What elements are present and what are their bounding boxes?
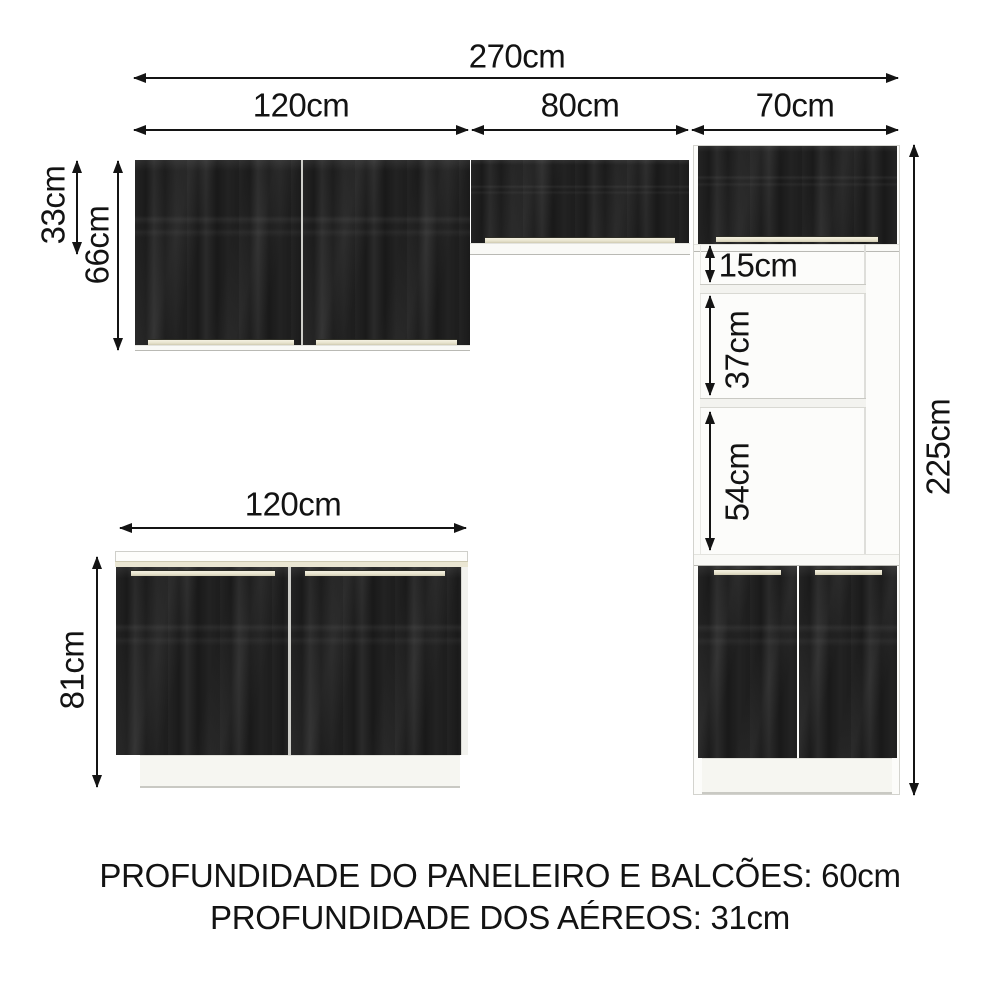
footer-depth-line-2: PROFUNDIDADE DOS AÉREOS: 31cm <box>210 899 790 936</box>
arrowhead-down-icon <box>909 783 919 796</box>
dim-arrow-segment-right <box>692 129 898 131</box>
arrowhead-right-icon <box>676 125 689 135</box>
wall-cabinet-left-door-left <box>135 160 301 345</box>
dim-label-segment-right: 70cm <box>755 86 835 124</box>
tall-cabinet-bottom-door-right <box>799 566 897 758</box>
base-cabinet-handle-left <box>131 570 275 576</box>
wall-cabinet-middle-bottom-board <box>470 243 690 255</box>
arrowhead-left-icon <box>133 125 146 135</box>
tall-cabinet-plinth <box>702 758 892 794</box>
wall-cabinet-left <box>135 160 470 351</box>
dim-arrow-wall-left-height <box>117 161 119 350</box>
arrowhead-down-icon <box>92 775 102 788</box>
arrowhead-up-icon <box>92 556 102 569</box>
arrowhead-right-icon <box>456 125 469 135</box>
arrowhead-down-icon <box>705 538 715 551</box>
dim-label-total-width: 270cm <box>468 37 566 75</box>
arrowhead-up-icon <box>72 160 82 173</box>
dim-label-base-height: 81cm <box>53 630 91 710</box>
arrowhead-up-icon <box>909 144 919 157</box>
tall-cabinet-top-door <box>698 146 897 244</box>
dim-arrow-total-width <box>134 77 898 79</box>
arrowhead-left-icon <box>133 73 146 83</box>
dim-arrow-niche-bottom <box>709 412 711 550</box>
arrowhead-left-icon <box>119 523 132 533</box>
dim-arrow-niche-middle <box>709 296 711 395</box>
arrowhead-up-icon <box>705 245 715 258</box>
dim-arrow-segment-left <box>134 129 468 131</box>
dim-label-niche-middle: 37cm <box>718 310 756 390</box>
arrowhead-up-icon <box>705 295 715 308</box>
dim-label-niche-top: 15cm <box>718 246 798 284</box>
dim-arrow-total-height <box>913 145 915 795</box>
dim-label-total-height: 225cm <box>919 398 957 496</box>
arrowhead-down-icon <box>113 338 123 351</box>
footer-depth-line-1: PROFUNDIDADE DO PANELEIRO E BALCÕES: 60cm <box>99 857 901 894</box>
base-cabinet <box>115 551 468 788</box>
wall-cabinet-middle <box>470 160 690 255</box>
arrowhead-up-icon <box>113 160 123 173</box>
arrowhead-down-icon <box>705 270 715 283</box>
arrowhead-right-icon <box>454 523 467 533</box>
dim-arrow-base-width <box>120 527 466 529</box>
dim-label-wall-left-height: 66cm <box>78 205 116 285</box>
arrowhead-right-icon <box>886 73 899 83</box>
base-cabinet-plinth <box>140 755 460 788</box>
base-cabinet-door-right <box>291 567 461 755</box>
base-cabinet-door-left <box>116 567 288 755</box>
dim-label-segment-middle: 80cm <box>540 86 620 124</box>
dim-label-wall-middle-height: 33cm <box>34 165 72 245</box>
dim-label-segment-left: 120cm <box>252 86 350 124</box>
arrowhead-up-icon <box>705 411 715 424</box>
tall-cabinet-top-door-handle <box>716 236 878 242</box>
arrowhead-left-icon <box>691 125 704 135</box>
arrowhead-down-icon <box>705 383 715 396</box>
dim-label-base-width: 120cm <box>244 485 342 523</box>
wall-cabinet-left-bottom-board <box>135 345 470 351</box>
tall-cabinet-bottom-handle-right <box>815 569 882 575</box>
arrowhead-left-icon <box>471 125 484 135</box>
base-cabinet-handle-right <box>305 570 445 576</box>
tall-cabinet-shelf-1 <box>700 284 866 294</box>
arrowhead-right-icon <box>886 125 899 135</box>
wall-cabinet-left-door-right <box>303 160 470 345</box>
wall-cabinet-middle-door <box>471 160 689 243</box>
dim-arrow-segment-middle <box>472 129 688 131</box>
dim-arrow-base-height <box>96 557 98 787</box>
dim-label-niche-bottom: 54cm <box>718 442 756 522</box>
tall-cabinet-shelf-2 <box>700 398 866 408</box>
tall-cabinet-bottom-door-left <box>698 566 797 758</box>
dim-arrow-niche-top <box>709 246 711 282</box>
base-cabinet-side-panel <box>461 567 468 755</box>
tall-cabinet-counter-board <box>694 554 899 566</box>
tall-cabinet-bottom-handle-left <box>714 569 781 575</box>
